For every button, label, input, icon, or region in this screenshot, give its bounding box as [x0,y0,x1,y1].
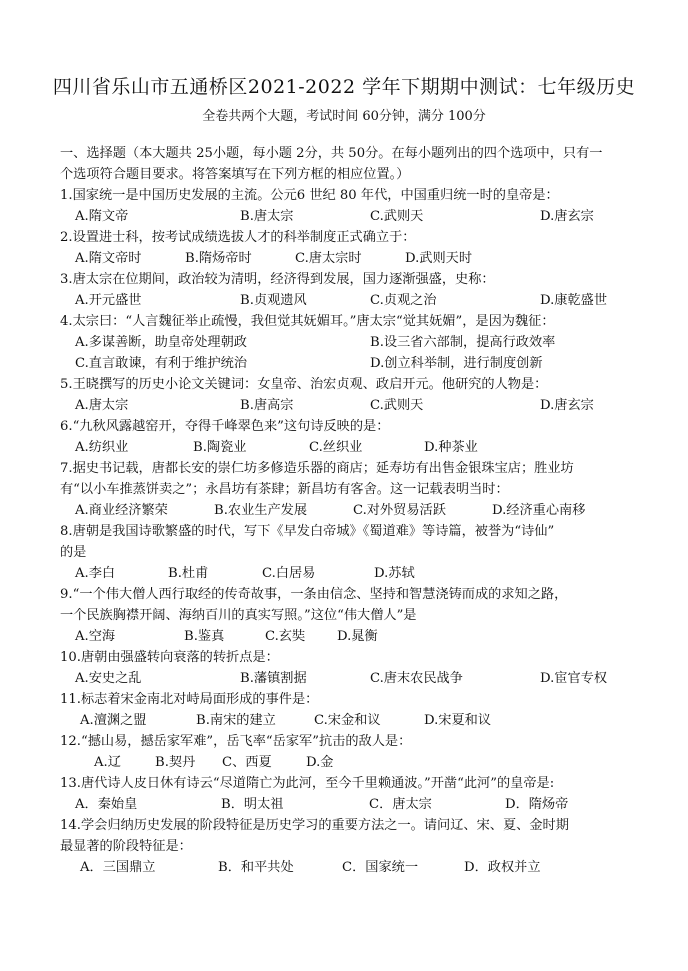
question-3-option-a: A.开元盛世 [75,293,142,308]
question-13-option-a: A．秦始皇 [75,797,138,812]
question-9-option-c: C.玄奘 [265,629,306,644]
question-7-option-c: C.对外贸易活跃 [353,503,446,518]
question-2-option-c: C.唐太宗时 [295,251,362,266]
page-title: 四川省乐山市五通桥区2021-2022 学年下期期中测试：七年级历史 [52,76,636,98]
question-7-option-a: A.商业经济繁荣 [75,503,168,518]
question-3-option-b: B.贞观遗风 [240,293,307,308]
question-12-option-b: B.契丹 [155,755,196,770]
section-intro-line-2: 个选项符合题目要求。将答案填写在下列方框的相应位置。） [60,167,410,182]
question-14-option-a: A．三国鼎立 [80,860,156,875]
question-5-option-c: C.武则天 [370,398,424,413]
question-8-option-a: A.李白 [75,566,116,581]
question-14-stem-line-2: 最显著的阶段特征是： [60,839,192,854]
question-1-stem: 1.国家统一是中国历史发展的主流。公元6 世纪 80 年代，中国重归统一时的皇帝是： [60,188,559,203]
page-subtitle: 全卷共两个大题，考试时间 60分钟，满分 100分 [202,109,486,124]
question-4-option-c: C.直言敢谏，有利于维护统治 [75,356,248,371]
question-13-option-d: D．隋炀帝 [505,797,569,812]
question-5-option-a: A.唐太宗 [75,398,129,413]
question-6-option-b: B.陶瓷业 [193,440,247,455]
question-12-option-d: D.金 [306,755,334,770]
question-4-stem: 4.太宗曰：“人言魏征举止疏慢，我但觉其妩媚耳。”唐太宗“觉其妩媚”，是因为魏征： [60,314,555,329]
question-2-option-d: D.武则天时 [405,251,473,266]
question-8-option-d: D.苏轼 [374,566,415,581]
question-10-option-b: B.藩镇割据 [240,671,307,686]
question-3-stem: 3.唐太宗在位期间，政治较为清明，经济得到发展，国力逐渐强盛，史称： [60,272,495,287]
question-8-option-b: B.杜甫 [168,566,209,581]
question-11-option-c: C.宋金和议 [314,713,381,728]
question-1-option-a: A.隋文帝 [75,209,129,224]
question-7-option-b: B.农业生产发展 [214,503,308,518]
question-14-option-d: D．政权并立 [464,860,541,875]
question-13-option-c: C．唐太宗 [369,797,432,812]
question-5-option-b: B.唐高宗 [240,398,294,413]
question-6-option-a: A.纺织业 [75,440,129,455]
question-11-option-b: B.南宋的建立 [196,713,276,728]
question-2-option-b: B.隋炀帝时 [185,251,252,266]
question-9-stem-line-2: 一个民族胸襟开阔、海纳百川的真实写照。”这位“伟大僧人”是 [60,608,417,623]
question-9-option-d: D.晁衡 [337,629,378,644]
section-intro-line-1: 一、选择题（本大题共 25小题，每小题 2分，共 50分。在每小题列出的四个选项中，只有一 [60,146,603,161]
question-5-stem: 5.王晓撰写的历史小论文关键词：女皇帝、治宏贞观、政启开元。他研究的人物是： [60,377,548,392]
question-8-stem-line-1: 8.唐朝是我国诗歌繁盛的时代，写下《早发白帝城》《蜀道难》等诗篇，被誉为“诗仙” [60,524,555,539]
question-1-option-d: D.唐玄宗 [540,209,594,224]
question-13-option-b: B．明太祖 [221,797,284,812]
question-8-stem-line-2: 的是 [60,545,87,560]
question-14-option-c: C．国家统一 [342,860,419,875]
question-4-option-b: B.设三省六部制，提高行政效率 [370,335,556,350]
question-10-option-a: A.安史之乱 [75,671,142,686]
question-9-option-b: B.鉴真 [184,629,225,644]
question-9-stem-line-1: 9.“一个伟大僧人西行取经的传奇故事，一条由信念、坚持和智慧浇铸而成的求知之路， [60,587,568,602]
question-6-option-c: C.丝织业 [309,440,363,455]
question-7-stem-line-2: 有“以小车推蒸饼卖之”；永昌坊有茶肆；新昌坊有客舍。这一记载表明当时： [60,482,509,497]
question-12-option-a: A.辽 [94,755,121,770]
question-14-option-b: B．和平共处 [218,860,294,875]
question-7-option-d: D.经济重心南移 [492,503,586,518]
question-13-stem: 13.唐代诗人皮日休有诗云“尽道隋亡为此河，至今千里赖通波。”开凿“此河”的皇帝是: [60,776,555,791]
question-11-stem: 11.标志着宋金南北对峙局面形成的事件是： [60,692,319,707]
question-9-option-a: A.空海 [75,629,116,644]
question-2-option-a: A.隋文帝时 [75,251,142,266]
question-11-option-d: D.宋夏和议 [424,713,492,728]
question-12-option-c: C、西夏 [222,755,272,770]
question-11-option-a: A.澶渊之盟 [80,713,147,728]
question-2-stem: 2.设置进士科，按考试成绩选拔人才的科举制度正式确立于： [60,230,416,245]
question-10-option-d: D.宦官专权 [540,671,608,686]
question-4-option-a: A.多谋善断，助皇帝处理朝政 [75,335,247,350]
question-10-option-c: C.唐末农民战争 [370,671,463,686]
question-7-stem-line-1: 7.据史书记载，唐都长安的崇仁坊多修造乐器的商店；延寿坊有出售金银珠宝店；胜业坊 [60,461,574,476]
question-12-stem: 12.“撼山易，撼岳家军难”，岳飞率“岳家军”抗击的敌人是： [60,734,412,749]
question-8-option-c: C.白居易 [262,566,316,581]
question-6-option-d: D.种茶业 [424,440,478,455]
question-5-option-d: D.唐玄宗 [540,398,594,413]
question-4-option-d: D.创立科举制，进行制度创新 [370,356,543,371]
question-10-stem: 10.唐朝由强盛转向衰落的转折点是： [60,650,279,665]
question-6-stem: 6.“九秋风露越窑开，夺得千峰翠色来”这句诗反映的是： [60,419,390,434]
question-1-option-c: C.武则天 [370,209,424,224]
question-3-option-d: D.康乾盛世 [540,293,608,308]
question-1-option-b: B.唐太宗 [240,209,294,224]
question-3-option-c: C.贞观之治 [370,293,437,308]
question-14-stem-line-1: 14.学会归纳历史发展的阶段特征是历史学习的重要方法之一。请问辽、宋、夏、金时期 [60,818,569,833]
